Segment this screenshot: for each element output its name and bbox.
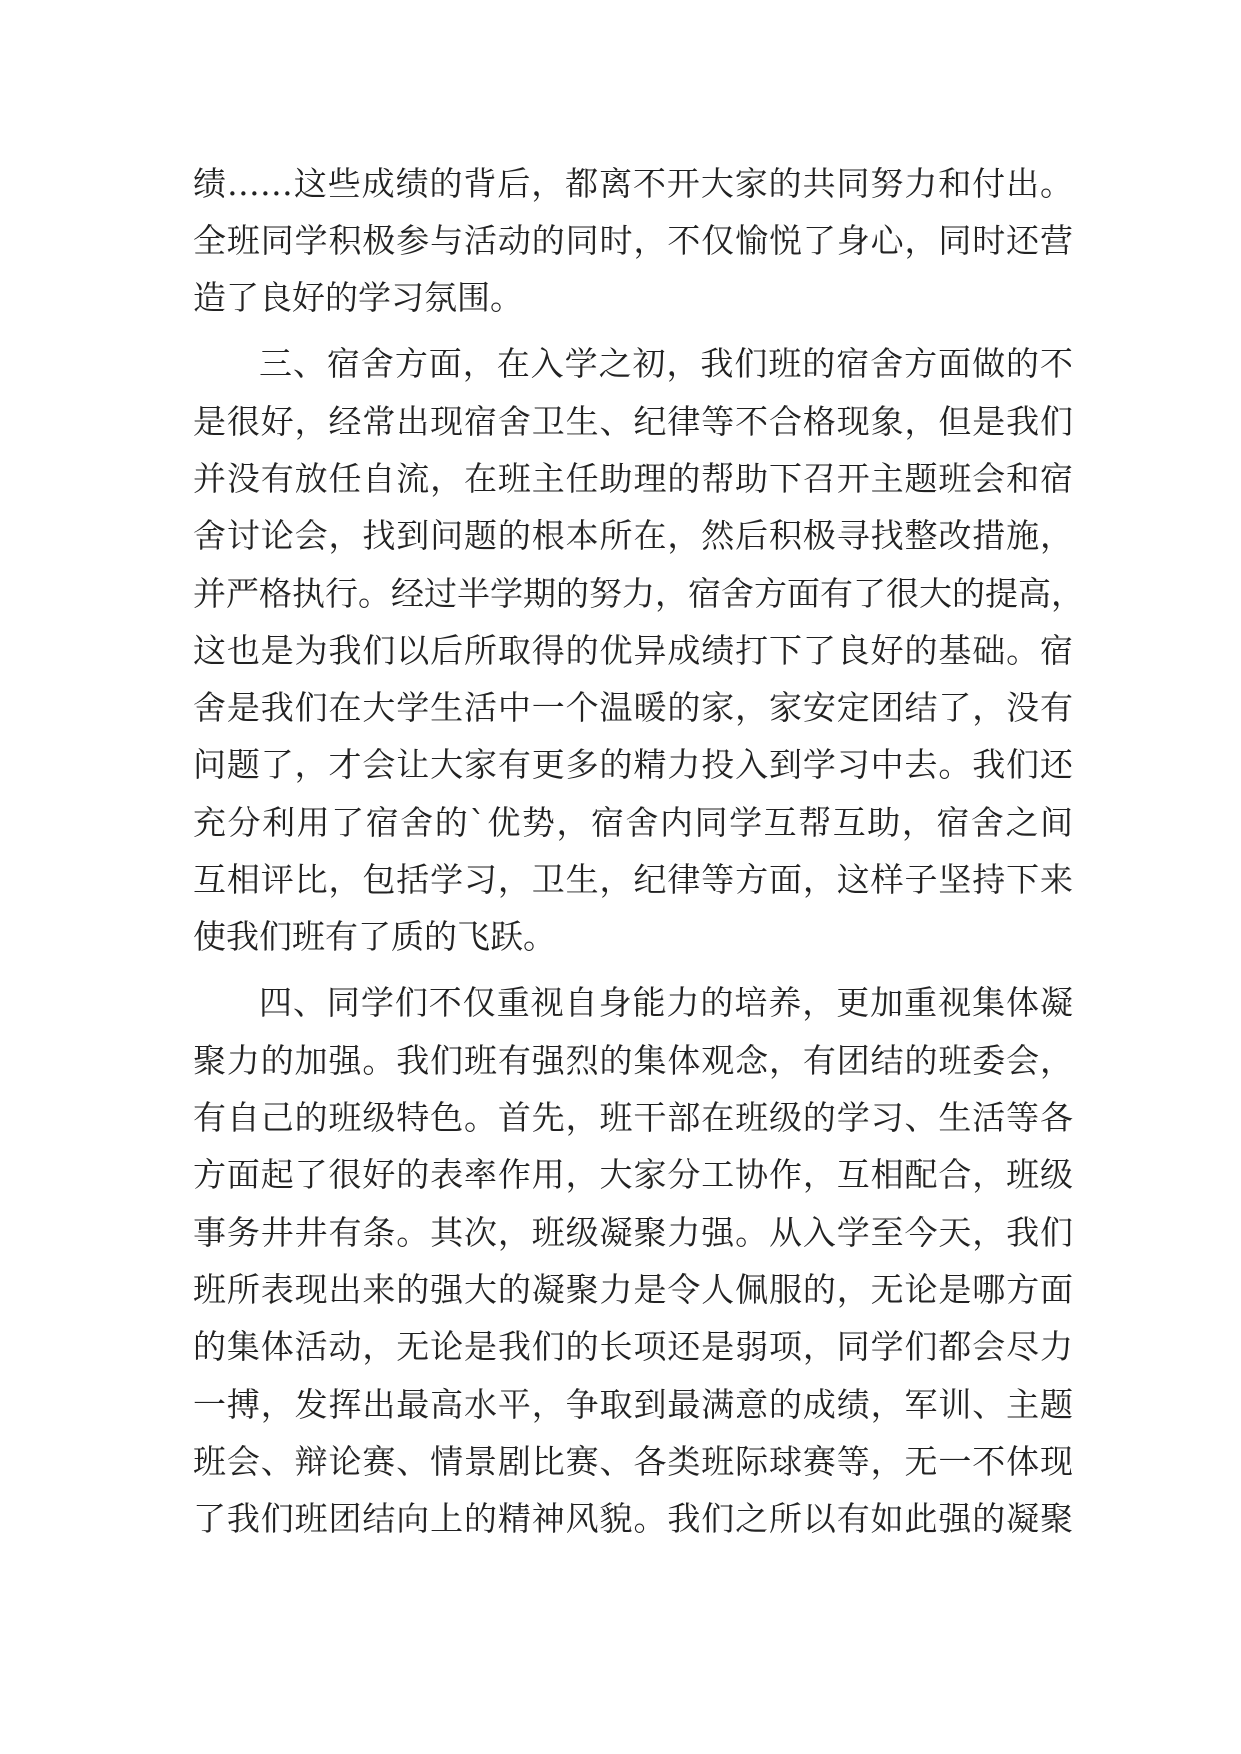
text-line: 班所表现出来的强大的凝聚力是令人佩服的，无论是哪方面 [193, 1270, 1073, 1309]
text-line: 是很好，经常出现宿舍卫生、纪律等不合格现象，但是我们 [193, 402, 1073, 441]
text-line: 互相评比，包括学习，卫生，纪律等方面，这样子坚持下来 [193, 860, 1073, 899]
text-line: 使我们班有了质的飞跃。 [193, 917, 556, 956]
text-line: 这也是为我们以后所取得的优异成绩打下了良好的基础。宿 [193, 631, 1073, 670]
text-line: 的集体活动，无论是我们的长项还是弱项，同学们都会尽力 [193, 1327, 1073, 1366]
paragraph-4-first-line: 四、同学们不仅重视自身能力的培养，更加重视集体凝 [259, 983, 1073, 1022]
paragraph-3-first-line: 三、宿舍方面，在入学之初，我们班的宿舍方面做的不 [259, 344, 1073, 383]
text-line: 并严格执行。经过半学期的努力，宿舍方面有了很大的提高， [193, 574, 1084, 613]
text-line: 舍讨论会，找到问题的根本所在，然后积极寻找整改措施， [193, 516, 1073, 555]
text-line: 方面起了很好的表率作用，大家分工协作，互相配合，班级 [193, 1155, 1073, 1194]
text-line: 一搏，发挥出最高水平，争取到最满意的成绩，军训、主题 [193, 1385, 1073, 1424]
text-line: 并没有放任自流，在班主任助理的帮助下召开主题班会和宿 [193, 459, 1073, 498]
text-line: 聚力的加强。我们班有强烈的集体观念，有团结的班委会， [193, 1041, 1073, 1080]
text-line: 班会、辩论赛、情景剧比赛、各类班际球赛等，无一不体现 [193, 1442, 1073, 1481]
text-line: 事务井井有条。其次，班级凝聚力强。从入学至今天，我们 [193, 1213, 1073, 1252]
text-line: 造了良好的学习氛围。 [193, 278, 523, 317]
text-line: 舍是我们在大学生活中一个温暖的家，家安定团结了，没有 [193, 688, 1073, 727]
text-line: 问题了，才会让大家有更多的精力投入到学习中去。我们还 [193, 745, 1073, 784]
text-line: 全班同学积极参与活动的同时，不仅愉悦了身心，同时还营 [193, 221, 1073, 260]
text-line: 有自己的班级特色。首先，班干部在班级的学习、生活等各 [193, 1098, 1073, 1137]
text-line: 了我们班团结向上的精神风貌。我们之所以有如此强的凝聚 [193, 1499, 1073, 1538]
text-line: 充分利用了宿舍的`优势，宿舍内同学互帮互助，宿舍之间 [193, 803, 1073, 842]
text-line: 绩……这些成绩的背后，都离不开大家的共同努力和付出。 [193, 164, 1073, 203]
